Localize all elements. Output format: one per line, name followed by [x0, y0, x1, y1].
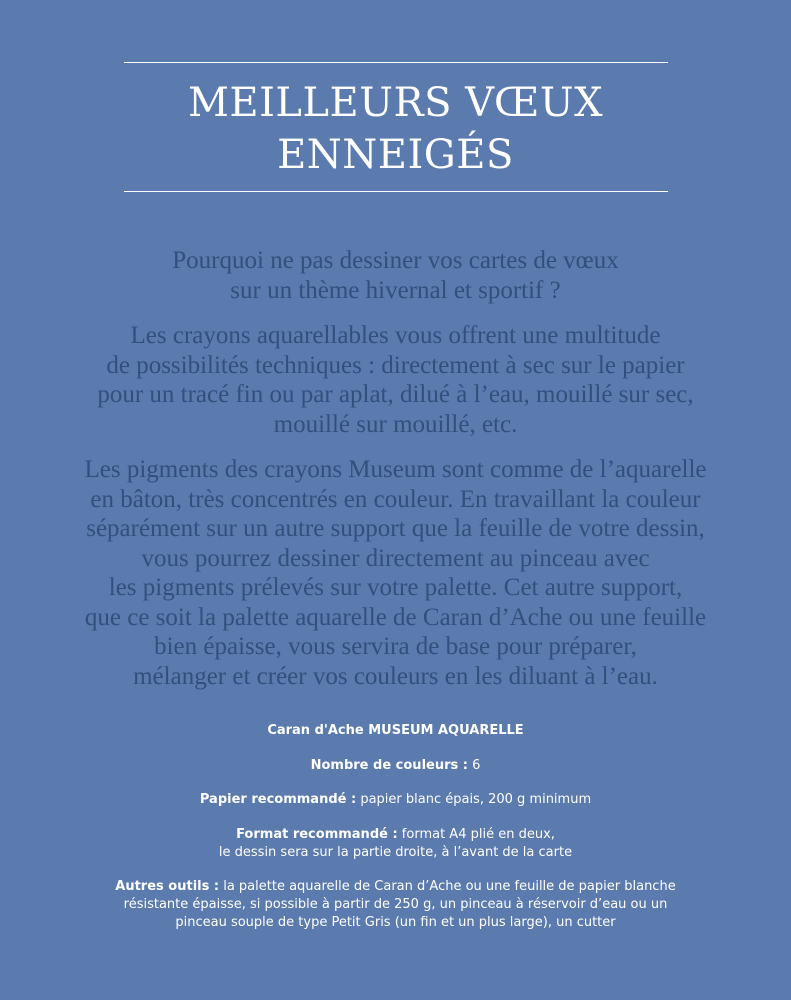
spec-paper-label: Papier recommandé : — [199, 792, 357, 807]
intro-p3-line: vous pourrez dessiner directement au pinceau avec — [141, 544, 650, 572]
intro-p3-line: bien épaisse, vous servira de base pour préparer, — [154, 633, 637, 660]
spec-tools-label: Autres outils : — [115, 879, 220, 894]
intro-p2-line: de possibilités techniques : directement à sec sur le papier — [106, 351, 685, 379]
intro-p1-line: sur un thème hivernal et sportif ? — [230, 276, 561, 304]
spec-colors — [60, 757, 731, 775]
title-line-1: MEILLEURS VŒUX — [187, 80, 604, 126]
spec-tools-line-3: pinceau souple de type Petit Gris (un fin et un plus large), un cutter — [175, 915, 616, 930]
intro-p3-line: en bâton, très concentrés en couleur. En travaillant la couleur — [90, 485, 701, 513]
spec-product — [60, 722, 731, 740]
spec-colors-label: Nombre de couleurs : — [310, 757, 468, 773]
spec-product-name: Caran d'Ache MUSEUM AQUARELLE — [267, 723, 524, 738]
intro-p3-line: séparément sur un autre support que la feuille de votre dessin, — [86, 515, 705, 542]
spec-paper-value: papier blanc épais, 200 g minimum — [356, 792, 592, 807]
spec-format-line-2: le dessin sera sur la partie droite, à l’avant de la carte — [218, 844, 573, 860]
title-line-2: ENNEIGÉS — [277, 132, 514, 178]
intro-p3-line: mélanger et créer vos couleurs en les diluant à l’eau. — [133, 662, 658, 690]
page-title — [0, 77, 791, 181]
spec-tools-line-1 — [60, 878, 731, 896]
spec-paper — [60, 791, 731, 809]
spec-tools-value: la palette aquarelle de Caran d’Ache ou une feuille de papier blanche — [219, 879, 676, 894]
spec-format — [60, 826, 731, 862]
intro-p2-line: Les crayons aquarellables vous offrent une multitude — [130, 322, 661, 349]
spec-tools-line-2: résistante épaisse, si possible à partir de 250 g, un pinceau à réservoir d’eau ou un — [123, 897, 668, 912]
intro-p2-line: mouillé sur mouillé, etc. — [273, 410, 518, 438]
intro-p3-line: Les pigments des crayons Museum sont comme de l’aquarelle — [84, 456, 707, 483]
spec-format-line-1 — [60, 826, 731, 844]
intro-p3-line: que ce soit la palette aquarelle de Caran d’Ache ou une feuille — [84, 603, 707, 631]
title-bottom-rule — [124, 191, 668, 192]
spec-tools — [60, 878, 731, 932]
spec-format-value: format A4 plié en deux, — [397, 826, 555, 842]
intro-text — [40, 246, 751, 707]
intro-paragraph-3 — [40, 455, 751, 691]
intro-paragraph-2 — [40, 321, 751, 439]
spec-colors-value: 6 — [467, 757, 481, 773]
intro-p3-line: les pigments prélevés sur votre palette. Cet autre support, — [108, 574, 683, 601]
intro-p2-line: pour un tracé fin ou par aplat, dilué à l’eau, mouillé sur sec, — [97, 381, 694, 408]
intro-p1-line: Pourquoi ne pas dessiner vos cartes de vœux — [172, 247, 619, 274]
intro-paragraph-1 — [40, 246, 751, 305]
title-top-rule — [124, 62, 668, 63]
spec-format-label: Format recommandé : — [236, 826, 398, 842]
specs-block — [60, 722, 731, 949]
